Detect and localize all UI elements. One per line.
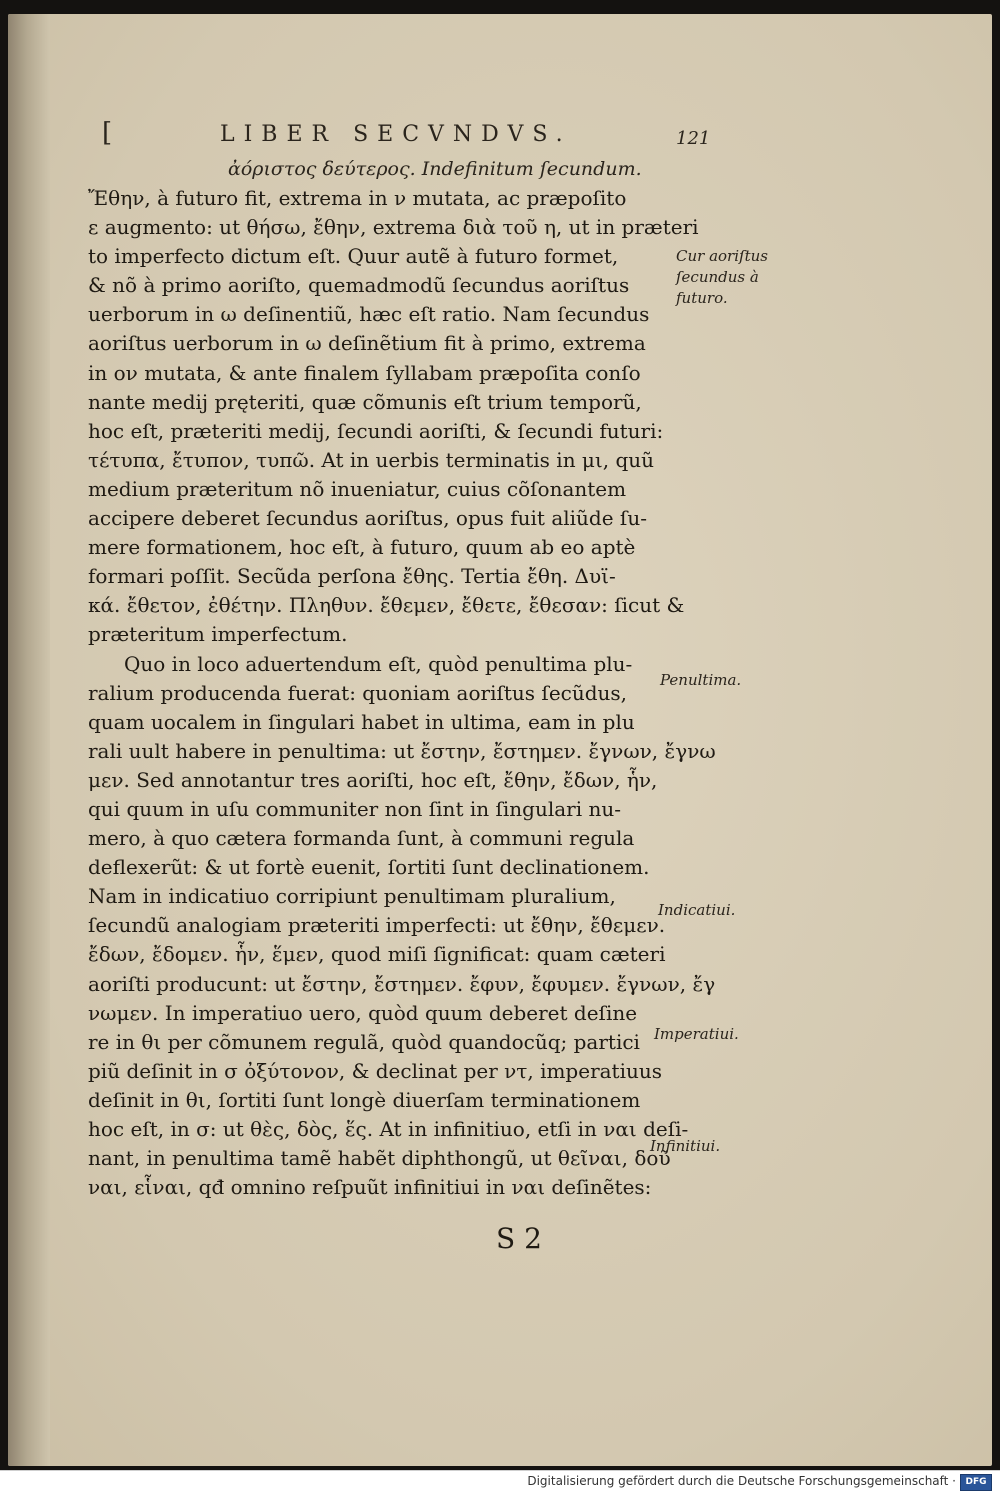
text-line: nante medij pręteriti, quæ cõmunis eſt trium temporũ,	[88, 389, 642, 414]
text-line: ἔδων, ἔδομεν. ἧν, ἕμεν, quod miſi ſignificat: quam cæteri	[88, 942, 666, 967]
text-line: ε augmento: ut θήσω, ἔθην, extrema διὰ τοῦ η, ut in præteri	[88, 215, 699, 240]
text-line: & nõ à primo aoriſto, quemadmodũ ſecundus aoriſtus	[88, 273, 630, 298]
dfg-logo[interactable]: DFG	[960, 1474, 992, 1491]
signature-mark: S 2	[496, 1222, 542, 1255]
text-line: Nam in indicatiuo corripiunt penultimam pluralium,	[88, 884, 616, 909]
margin-note-penultima: Penultima.	[660, 671, 742, 689]
text-line: deflexerũt: & ut fortè euenit, ſortiti ſunt declinationem.	[88, 855, 650, 880]
text-line: mero, à quo cætera formanda ſunt, à communi regula	[88, 826, 635, 851]
margin-note-infinitiui: Infinitiui.	[650, 1137, 721, 1155]
page-gutter	[8, 14, 50, 1466]
header-bracket: [	[102, 118, 113, 148]
text-line: κά. ἔθετον, ἐθέτην. Πληθυν. ἔθεμεν, ἔθετε, ἔθεσαν: ſicut &	[88, 593, 685, 618]
margin-note-imperatiui: Imperatiui.	[654, 1025, 739, 1043]
text-line: ralium producenda fuerat: quoniam aoriſtus ſecũdus,	[88, 680, 628, 705]
text-line: mere formationem, hoc eſt, à futuro, quum ab eo aptè	[88, 535, 636, 560]
text-line: hoc eſt, in σ: ut θὲς, δὸς, ἕς. At in infinitiuo, etſi in ναι deſi-	[88, 1117, 689, 1141]
book-page	[8, 14, 992, 1466]
margin-note-indicatiui: Indicatiui.	[658, 901, 736, 919]
text-line: medium præteritum nõ inueniatur, cuius cõſonantem	[88, 476, 627, 501]
funding-credit: Digitalisierung gefördert durch die Deutsche Forschungsgemeinschaft ·	[527, 1474, 956, 1488]
text-line: in ον mutata, & ante finalem ſyllabam præpoſita conſo	[88, 360, 641, 385]
text-line: to imperfecto dictum eſt. Quur autẽ à futuro formet,	[88, 244, 619, 269]
text-line: uerborum in ω deſinentiũ, hæc eſt ratio. Nam ſecundus	[88, 302, 650, 327]
text-line: quam uocalem in ſingulari habet in ultima, eam in plu	[88, 709, 635, 734]
text-line: μεν. Sed annotantur tres aoriſti, hoc eſt, ἔθην, ἔδων, ἧν,	[88, 767, 658, 792]
text-line: ſecundũ analogiam præteriti imperfecti: ut ἔθην, ἔθεμεν.	[88, 913, 666, 938]
text-line: formari poſſit. Secũda perſona ἔθης. Tertia ἔθη. Δυϊ-	[88, 564, 616, 589]
text-line: accipere deberet ſecundus aoriſtus, opus fuit aliũde ſu-	[88, 506, 647, 531]
margin-note-aoristus: Cur aoriſtus ſecundus à futuro.	[676, 247, 768, 307]
text-line: hoc eſt, præteriti medij, ſecundi aoriſti, & ſecundi futuri:	[88, 418, 664, 443]
section-title: ἀόριστος δεύτερος. Indefinitum ſecundum.	[228, 158, 642, 180]
text-line: Quo in loco aduertendum eſt, quòd penultima plu-	[124, 651, 633, 676]
text-line: nant, in penultima tamẽ habẽt diphthongũ, ut θεῖναι, δοῦ	[88, 1146, 671, 1171]
footer-bar	[0, 1470, 1000, 1494]
text-line: piũ deſinit in σ ὀξύτονον, & declinat per ντ, imperatiuus	[88, 1058, 663, 1083]
text-line: rali uult habere in penultima: ut ἔστην, ἔστημεν. ἔγνων, ἔγνω	[88, 738, 716, 763]
text-line: ναι, εἷναι, qđ omnino reſpuũt infinitiui in ναι deſinẽtes:	[88, 1175, 652, 1200]
text-line: deſinit in θι, ſortiti ſunt longè diuerſam terminationem	[88, 1087, 641, 1112]
text-line: aoriſtus uerborum in ω deſinẽtium fit à primo, extrema	[88, 331, 646, 356]
text-line: aoriſti producunt: ut ἔστην, ἔστημεν. ἔφυν, ἔφυμεν. ἔγνων, ἔγ	[88, 971, 716, 996]
text-line: præteritum imperfectum.	[88, 622, 348, 647]
running-head: LIBER SECVNDVS.	[220, 122, 572, 147]
text-line: Ἔθην, à futuro fit, extrema in ν mutata, ac præpoſito	[88, 186, 627, 210]
text-line: νωμεν. In imperatiuo uero, quòd quum deberet deſine	[88, 1000, 638, 1025]
page-number: 121	[676, 128, 711, 149]
text-line: qui quum in uſu communiter non ſint in ſingulari nu-	[88, 796, 621, 821]
text-line: re in θι per cõmunem regulã, quòd quandocũq; partici	[88, 1029, 640, 1054]
text-line: τέτυπα, ἔτυπον, τυπῶ. At in uerbis terminatis in μι, quũ	[88, 447, 655, 472]
